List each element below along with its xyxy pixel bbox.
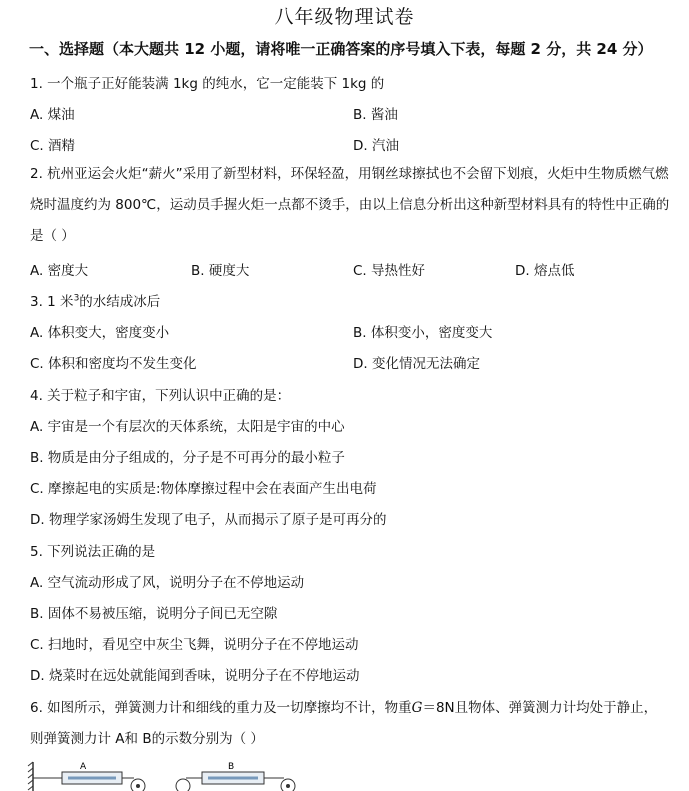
question-3-superscript: 3 [73, 293, 80, 304]
question-5-option-a[interactable]: A. 空气流动形成了风，说明分子在不停地运动 [30, 575, 305, 591]
question-4-option-b[interactable]: B. 物质是由分子组成的，分子是不可再分的最小粒子 [30, 450, 345, 466]
question-5-stem: 5. 下列说法正确的是 [30, 544, 156, 560]
question-6-equation: ＝8N [422, 700, 455, 716]
section-heading: 一、选择题（本大题共 12 小题，请将唯一正确答案的序号填入下表，每题 2 分，共 24 分） [29, 40, 653, 58]
question-3-option-b[interactable]: B. 体积变小，密度变大 [353, 325, 493, 341]
question-6-stem-line1 [30, 696, 657, 716]
question-1-stem: 1. 一个瓶子正好能装满 1kg 的纯水，它一定能装下 1kg 的 [30, 76, 385, 92]
scale-b-label: B [228, 762, 235, 772]
question-5-option-c[interactable]: C. 扫地时，看见空中灰尘飞舞，说明分子在不停地运动 [30, 637, 359, 653]
scale-a-label: A [80, 762, 87, 772]
question-3-option-a[interactable]: A. 体积变大，密度变小 [30, 325, 170, 341]
spring-scale-a [33, 762, 134, 784]
wall-icon [28, 762, 33, 791]
question-2-option-b[interactable]: B. 硬度大 [191, 263, 250, 279]
question-3-stem-suffix: 的水结成冰后 [79, 294, 161, 310]
question-3-option-c[interactable]: C. 体积和密度均不发生变化 [30, 356, 197, 372]
question-3-stem [30, 290, 160, 310]
spring-scale-b [176, 762, 295, 791]
question-5-option-b[interactable]: B. 固体不易被压缩，说明分子间已无空隙 [30, 606, 278, 622]
spring-scale-figure [22, 758, 322, 791]
question-1-option-b[interactable]: B. 酱油 [353, 107, 398, 123]
question-2-option-c[interactable]: C. 导热性好 [353, 263, 426, 279]
question-6-stem-suffix: 且物体、弹簧测力计均处于静止， [454, 700, 658, 716]
question-6-stem-line2: 则弹簧测力计 A和 B的示数分别为（ ） [30, 731, 264, 747]
question-5-option-d[interactable]: D. 烧菜时在远处就能闻到香味，说明分子在不停地运动 [30, 668, 360, 684]
question-3-option-d[interactable]: D. 变化情况无法确定 [353, 356, 480, 372]
question-4-option-d[interactable]: D. 物理学家汤姆生发现了电子，从而揭示了原子是可再分的 [30, 512, 387, 528]
question-6-variable: G [411, 700, 423, 716]
question-2-option-d[interactable]: D. 熔点低 [515, 263, 575, 279]
question-3-stem-prefix: 3. 1 米 [30, 294, 74, 310]
question-1-option-d[interactable]: D. 汽油 [353, 138, 399, 154]
question-2-option-a[interactable]: A. 密度大 [30, 263, 89, 279]
question-1-option-a[interactable]: A. 煤油 [30, 107, 75, 123]
pulley-b-left-icon [176, 779, 190, 791]
question-2-stem: 2. 杭州亚运会火炬“薪火”采用了新型材料，环保轻盈，用钢丝球擦拭也不会留下划痕，火炬中生物质燃气燃烧时温度约为 800℃，运动员手握火炬一点都不烫手，由以上信息分析出这种新型材料具有的特性中正确的是（ ） [30, 166, 670, 244]
question-4-option-a[interactable]: A. 宇宙是一个有层次的天体系统，太阳是宇宙的中心 [30, 419, 345, 435]
question-4-option-c[interactable]: C. 摩擦起电的实质是:物体摩擦过程中会在表面产生出电荷 [30, 481, 377, 497]
question-4-stem: 4. 关于粒子和宇宙，下列认识中正确的是： [30, 388, 291, 404]
page-title: 八年级物理试卷 [274, 6, 415, 28]
question-6-stem-prefix: 6. 如图所示，弹簧测力计和细线的重力及一切摩擦均不计，物重 [30, 700, 412, 716]
pulley-a-icon [131, 779, 145, 791]
question-1-option-c[interactable]: C. 酒精 [30, 138, 76, 154]
